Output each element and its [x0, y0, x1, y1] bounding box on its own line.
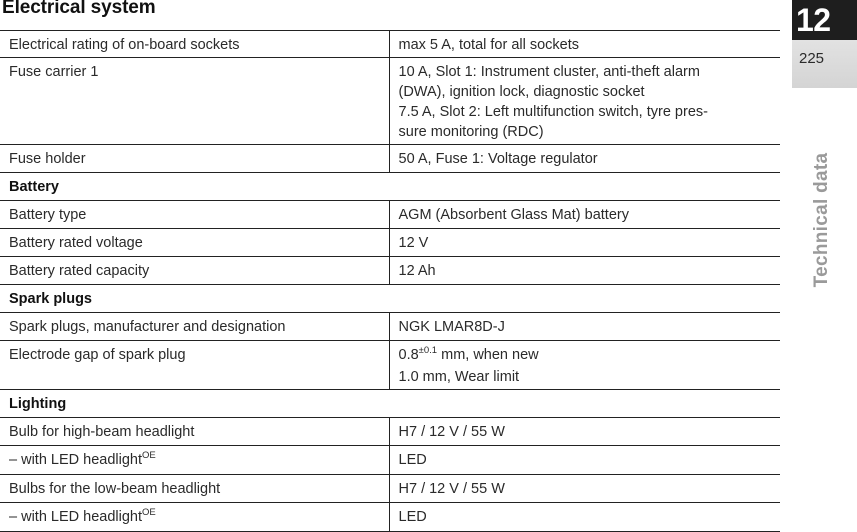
table-row — [0, 201, 780, 229]
table-row — [0, 446, 780, 475]
section-header-row — [0, 390, 780, 418]
spec-value: AGM (Absorbent Glass Mat) battery — [389, 201, 780, 229]
spec-label-text: – with LED headlight — [9, 509, 142, 525]
page-number: 225 — [799, 50, 825, 67]
section-heading: Battery — [0, 173, 780, 201]
spec-value: 12 Ah — [389, 257, 780, 285]
spec-value-line: sure monitoring (RDC) — [398, 124, 544, 140]
oe-superscript: OE — [142, 450, 156, 461]
spec-label — [0, 503, 389, 532]
table-row — [0, 257, 780, 285]
spec-value: H7 / 12 V / 55 W — [389, 475, 780, 503]
table-row — [0, 145, 780, 173]
spec-label: Electrode gap of spark plug — [0, 341, 389, 390]
spec-label: Fuse carrier 1 — [0, 58, 389, 145]
table-row — [0, 418, 780, 446]
table-row — [0, 229, 780, 257]
spec-table — [0, 30, 780, 532]
electrode-base-value: 0.8 — [398, 347, 419, 363]
spec-label: Battery type — [0, 201, 389, 229]
table-row — [0, 475, 780, 503]
spec-value-line — [399, 345, 781, 367]
tolerance-superscript: ±0.1 — [418, 345, 438, 356]
spec-label: Electrical rating of on-board sockets — [0, 31, 389, 58]
section-header-row — [0, 285, 780, 313]
table-row — [0, 313, 780, 341]
table-row — [0, 58, 780, 145]
table-row — [0, 341, 780, 390]
section-heading: Spark plugs — [0, 285, 780, 313]
spec-label: Fuse holder — [0, 145, 389, 173]
spec-value: 12 V — [389, 229, 780, 257]
spec-value: H7 / 12 V / 55 W — [389, 418, 780, 446]
oe-superscript: OE — [142, 507, 156, 518]
spec-value — [389, 341, 780, 390]
page-title: Electrical system — [2, 0, 156, 18]
spec-label: Battery rated voltage — [0, 229, 389, 257]
spec-label — [0, 446, 389, 475]
table-row — [0, 503, 780, 532]
chapter-number: 12 — [796, 2, 831, 38]
spec-value: LED — [389, 446, 780, 475]
spec-value: max 5 A, total for all sockets — [389, 31, 780, 58]
spec-label: Spark plugs, manufacturer and designation — [0, 313, 389, 341]
spec-value-line: 7.5 A, Slot 2: Left multifunction switch, tyre pres- — [398, 104, 708, 120]
spec-value: LED — [389, 503, 780, 532]
section-header-row — [0, 173, 780, 201]
spec-value-line: (DWA), ignition lock, diagnostic socket — [398, 84, 645, 100]
spec-label: Bulb for high-beam headlight — [0, 418, 389, 446]
spec-value — [389, 58, 780, 145]
side-section-label: Technical data — [811, 152, 832, 288]
spec-value-line: 1.0 mm, Wear limit — [398, 369, 520, 385]
spec-value: 50 A, Fuse 1: Voltage regulator — [389, 145, 780, 173]
spec-value: NGK LMAR8D-J — [389, 313, 780, 341]
spec-label: Bulbs for the low-beam headlight — [0, 475, 389, 503]
spec-label-text: – with LED headlight — [9, 452, 142, 468]
table-row — [0, 31, 780, 58]
spec-value-line: 10 A, Slot 1: Instrument cluster, anti-theft alarm — [398, 64, 700, 80]
section-heading: Lighting — [0, 390, 780, 418]
electrode-unit-text: mm, when new — [437, 347, 539, 363]
spec-label: Battery rated capacity — [0, 257, 389, 285]
